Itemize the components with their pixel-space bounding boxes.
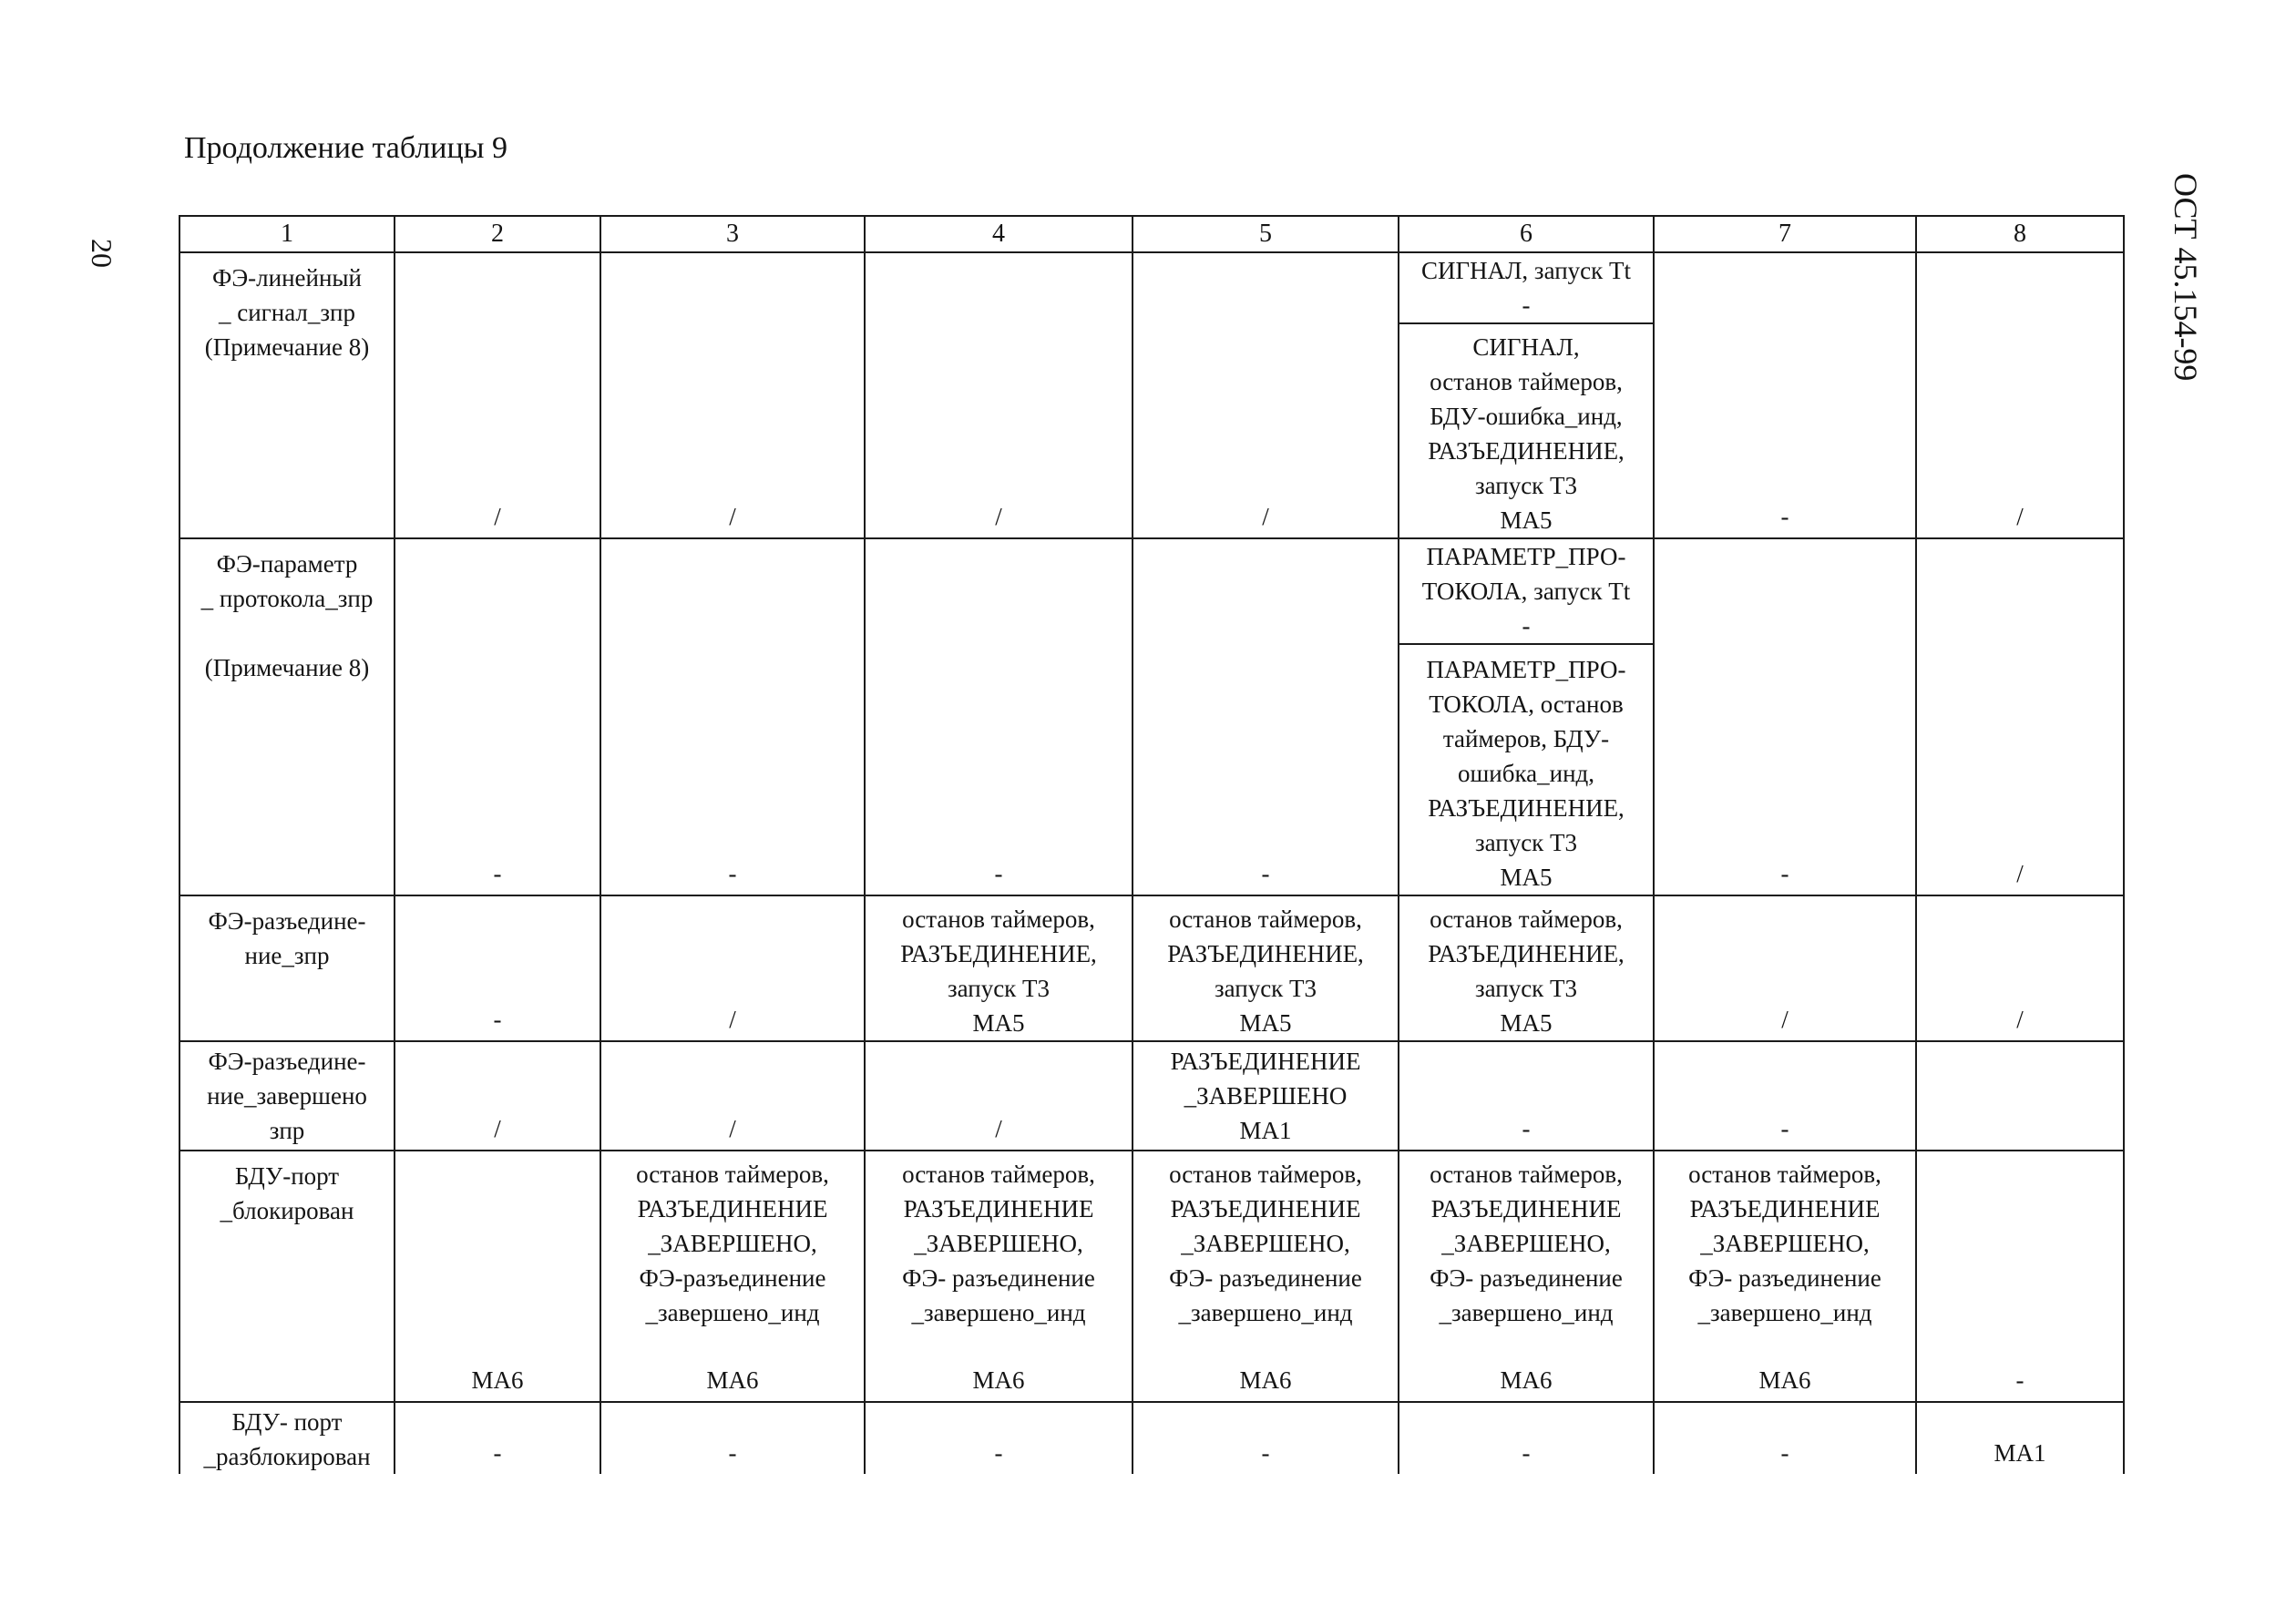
row-name: ФЭ-параметр _ протокола_зпр (Примечание 8) — [179, 538, 395, 895]
table-cell: / — [1916, 538, 2124, 895]
col-header-7: 7 — [1654, 216, 1916, 252]
table-row — [179, 1041, 2124, 1151]
table-cell: - — [1399, 1402, 1654, 1474]
page-number: 20 — [86, 239, 118, 268]
subcell-top: СИГНАЛ, запуск Tt - — [1399, 253, 1653, 323]
table-cell — [1916, 1041, 2124, 1151]
table-cell: / — [600, 252, 865, 538]
col-header-5: 5 — [1133, 216, 1399, 252]
table-cell: - — [1399, 1041, 1654, 1151]
table-cell: останов таймеров, РАЗЪЕДИНЕНИЕ, запуск Т3 МА5 — [1133, 895, 1399, 1041]
table-cell: - — [865, 538, 1133, 895]
transition-table — [179, 215, 2125, 1474]
subcell-bottom: ПАРАМЕТР_ПРО- ТОКОЛА, останов таймеров, БДУ- ошибка_инд, РАЗЪЕДИНЕНИЕ, запуск Т3 МА5 — [1426, 656, 1626, 891]
table-cell-split — [1399, 538, 1654, 895]
table-cell: - — [1133, 1402, 1399, 1474]
table-cell: МА1 — [1916, 1402, 2124, 1474]
table-row — [179, 1402, 2124, 1474]
table-cell: останов таймеров, РАЗЪЕДИНЕНИЕ _ЗАВЕРШЕНО, ФЭ- разъединение _завершено_инд МА6 — [1133, 1151, 1399, 1402]
header-row — [179, 216, 2124, 252]
table-cell: останов таймеров, РАЗЪЕДИНЕНИЕ, запуск Т3 МА5 — [865, 895, 1133, 1041]
table-cell: останов таймеров, РАЗЪЕДИНЕНИЕ, запуск Т3 МА5 — [1399, 895, 1654, 1041]
table-cell: останов таймеров, РАЗЪЕДИНЕНИЕ _ЗАВЕРШЕНО, ФЭ- разъединение _завершено_инд МА6 — [1399, 1151, 1654, 1402]
table-cell: / — [865, 1041, 1133, 1151]
row-name: ФЭ-разъедине- ние_зпр — [179, 895, 395, 1041]
col-header-1: 1 — [179, 216, 395, 252]
col-header-4: 4 — [865, 216, 1133, 252]
table-cell: - — [1654, 1041, 1916, 1151]
table-cell: - — [600, 1402, 865, 1474]
table-cell: - — [1654, 252, 1916, 538]
table-cell: / — [1654, 895, 1916, 1041]
table-cell: / — [1916, 252, 2124, 538]
subcell-top: ПАРАМЕТР_ПРО- ТОКОЛА, запуск Tt - — [1399, 539, 1653, 644]
table-caption: Продолжение таблицы 9 — [184, 131, 508, 165]
table-cell: / — [1133, 252, 1399, 538]
table-cell: останов таймеров, РАЗЪЕДИНЕНИЕ _ЗАВЕРШЕНО, ФЭ- разъединение _завершено_инд МА6 — [865, 1151, 1133, 1402]
table-row — [179, 895, 2124, 1041]
table-cell: останов таймеров, РАЗЪЕДИНЕНИЕ _ЗАВЕРШЕНО, ФЭ-разъединение _завершено_инд МА6 — [600, 1151, 865, 1402]
table-cell: РАЗЪЕДИНЕНИЕ _ЗАВЕРШЕНО МА1 — [1133, 1041, 1399, 1151]
table-row — [179, 1151, 2124, 1402]
table-cell: - — [1916, 1151, 2124, 1402]
table-cell: - — [395, 895, 600, 1041]
table-cell: / — [395, 1041, 600, 1151]
table-cell: / — [395, 252, 600, 538]
table-cell: / — [865, 252, 1133, 538]
row-name: БДУ-порт _блокирован — [179, 1151, 395, 1402]
document-code: ОСТ 45.154-99 — [2168, 173, 2204, 382]
col-header-6: 6 — [1399, 216, 1654, 252]
row-name: ФЭ-линейный _ сигнал_зпр (Примечание 8) — [179, 252, 395, 538]
table-cell: - — [1654, 1402, 1916, 1474]
col-header-2: 2 — [395, 216, 600, 252]
table-row — [179, 252, 2124, 538]
table-cell-split — [1399, 252, 1654, 538]
table-cell: / — [600, 895, 865, 1041]
table-cell: - — [865, 1402, 1133, 1474]
table-cell: / — [1916, 895, 2124, 1041]
table-cell: - — [1133, 538, 1399, 895]
table-cell: - — [395, 538, 600, 895]
table-cell: - — [395, 1402, 600, 1474]
col-header-3: 3 — [600, 216, 865, 252]
row-name: ФЭ-разъедине- ние_завершено зпр — [179, 1041, 395, 1151]
table-row — [179, 538, 2124, 895]
col-header-8: 8 — [1916, 216, 2124, 252]
table-cell: МА6 — [395, 1151, 600, 1402]
row-name: БДУ- порт _разблокирован — [179, 1402, 395, 1474]
table-cell: останов таймеров, РАЗЪЕДИНЕНИЕ _ЗАВЕРШЕНО, ФЭ- разъединение _завершено_инд МА6 — [1654, 1151, 1916, 1402]
table-cell: - — [600, 538, 865, 895]
table-cell: / — [600, 1041, 865, 1151]
subcell-bottom: СИГНАЛ, останов таймеров, БДУ-ошибка_инд, РАЗЪЕДИНЕНИЕ, запуск Т3 МА5 — [1428, 333, 1625, 534]
table-cell: - — [1654, 538, 1916, 895]
